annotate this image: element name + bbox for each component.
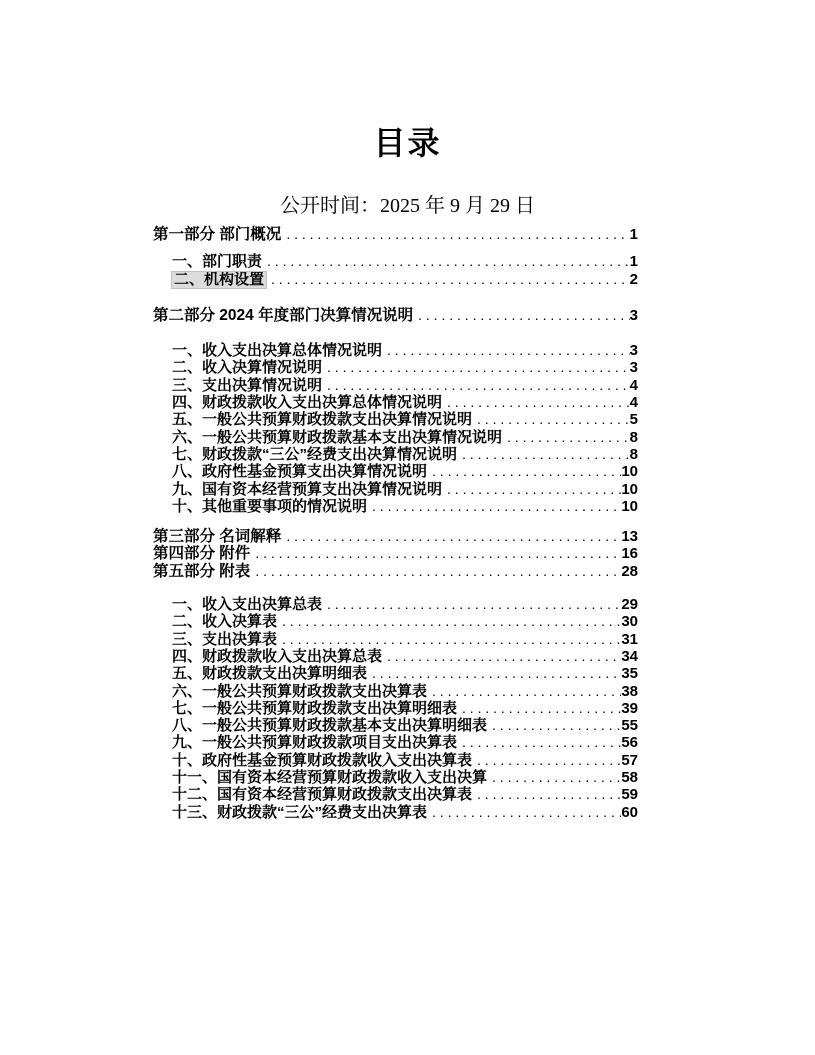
table-of-contents	[153, 226, 638, 821]
toc-item-row[interactable]	[153, 411, 638, 428]
toc-entry-label: 二、收入决算情况说明	[172, 359, 323, 377]
toc-entry-page-number: 58	[621, 769, 638, 787]
toc-entry-label: 九、国有资本经营预算支出决算情况说明	[172, 480, 443, 498]
toc-entry-label: 十三、财政拨款“三公”经费支出决算表	[172, 803, 428, 821]
toc-entry-page-number: 55	[621, 717, 638, 735]
toc-entry-page-number: 57	[621, 751, 638, 769]
page-title: 目录	[373, 125, 442, 161]
toc-part-row[interactable]	[153, 563, 638, 580]
toc-item-row[interactable]	[153, 769, 638, 786]
toc-part-row[interactable]	[153, 528, 638, 545]
toc-entry-label: 四、财政拨款收入支出决算总表	[172, 647, 383, 665]
toc-entry-page-number: 30	[621, 613, 638, 631]
toc-item-row[interactable]	[153, 359, 638, 376]
toc-entry-page-number: 16	[621, 545, 638, 563]
toc-entry-page-number: 10	[621, 497, 638, 515]
toc-entry-label: 十一、国有资本经营预算财政拨款收入支出决算	[172, 769, 488, 787]
toc-entry-label: 三、支出决算表	[172, 630, 278, 648]
toc-entry-page-number: 28	[621, 562, 638, 580]
toc-entry-label: 十二、国有资本经营预算财政拨款支出决算表	[172, 786, 473, 804]
dot-leader	[472, 786, 621, 802]
toc-part-row[interactable]	[153, 307, 638, 324]
toc-entry-label: 七、一般公共预算财政拨款支出决算明细表	[172, 699, 458, 717]
toc-item-row[interactable]	[153, 683, 638, 700]
toc-item-row[interactable]	[153, 648, 638, 665]
toc-part-row[interactable]	[153, 226, 638, 243]
toc-entry-label: 第二部分 2024 年度部门决算情况说明	[153, 306, 414, 324]
toc-entry-label: 十、政府性基金预算财政拨款收入支出决算表	[172, 751, 473, 769]
toc-entry-label: 第五部分 附表	[153, 562, 251, 580]
toc-group	[153, 253, 638, 288]
toc-entry-page-number: 2	[629, 270, 638, 288]
toc-item-row[interactable]	[153, 596, 638, 613]
toc-item-row[interactable]	[153, 717, 638, 734]
toc-entry-label: 六、一般公共预算财政拨款基本支出决算情况说明	[172, 428, 503, 446]
dot-leader	[322, 359, 630, 375]
toc-entry-page-number: 3	[629, 306, 638, 324]
dot-leader	[457, 446, 630, 462]
dot-leader	[277, 613, 621, 629]
toc-entry-label: 七、财政拨款“三公”经费支出决算情况说明	[172, 445, 458, 463]
toc-entry-page-number: 29	[621, 596, 638, 614]
dot-leader	[472, 752, 621, 768]
dot-leader	[250, 545, 621, 561]
toc-entry-label: 一、收入支出决算总表	[172, 596, 323, 614]
dot-leader	[322, 377, 630, 393]
dot-leader	[413, 307, 630, 323]
dot-leader	[427, 463, 621, 479]
toc-item-row[interactable]	[153, 613, 638, 630]
toc-entry-page-number: 39	[621, 699, 638, 717]
toc-item-row[interactable]	[153, 271, 638, 288]
toc-entry-label: 二、收入决算表	[172, 613, 278, 631]
publish-time-line: 公开时间：2025 年 9 月 29 日	[280, 195, 535, 217]
toc-group	[153, 307, 638, 324]
toc-entry-label: 第一部分 部门概况	[153, 226, 282, 243]
toc-item-row[interactable]	[153, 342, 638, 359]
toc-item-row[interactable]	[153, 463, 638, 480]
toc-entry-page-number: 60	[621, 803, 638, 821]
toc-entry-page-number: 3	[629, 359, 638, 377]
dot-leader	[266, 271, 630, 287]
toc-item-row[interactable]	[153, 700, 638, 717]
dot-leader	[487, 769, 621, 785]
dot-leader	[502, 429, 630, 445]
toc-entry-page-number: 38	[621, 682, 638, 700]
toc-entry-label-highlighted: 二、机构设置	[174, 270, 265, 288]
toc-entry-page-number: 1	[629, 226, 638, 243]
toc-item-row[interactable]	[153, 498, 638, 515]
toc-entry-label: 九、一般公共预算财政拨款项目支出决算表	[172, 734, 458, 752]
toc-item-row[interactable]	[153, 253, 638, 270]
toc-entry-label: 第三部分 名词解释	[153, 528, 282, 546]
dot-leader	[367, 665, 621, 681]
toc-item-row[interactable]	[153, 429, 638, 446]
toc-entry-page-number: 5	[629, 411, 638, 429]
toc-entry-page-number: 13	[621, 528, 638, 546]
toc-entry-page-number: 3	[629, 342, 638, 360]
toc-item-row[interactable]	[153, 734, 638, 751]
toc-group	[153, 226, 638, 243]
dot-leader	[457, 734, 621, 750]
toc-item-row[interactable]	[153, 752, 638, 769]
toc-group	[153, 342, 638, 515]
toc-entry-label: 一、部门职责	[172, 253, 263, 271]
toc-item-row[interactable]	[153, 786, 638, 803]
toc-entry-label: 第四部分 附件	[153, 545, 251, 563]
dot-leader	[427, 804, 621, 820]
toc-entry-page-number: 4	[629, 394, 638, 412]
toc-item-row[interactable]	[153, 481, 638, 498]
toc-entry-page-number: 10	[621, 480, 638, 498]
toc-entry-page-number: 8	[629, 428, 638, 446]
dot-leader	[250, 563, 621, 579]
toc-entry-label: 一、收入支出决算总体情况说明	[172, 342, 383, 360]
toc-group	[153, 596, 638, 821]
dot-leader	[427, 683, 621, 699]
toc-part-row[interactable]	[153, 545, 638, 562]
dot-leader	[281, 528, 621, 544]
document-page	[0, 122, 815, 1055]
dot-leader	[442, 481, 621, 497]
toc-entry-page-number: 35	[621, 665, 638, 683]
toc-entry-label: 六、一般公共预算财政拨款支出决算表	[172, 682, 428, 700]
toc-entry-page-number: 8	[629, 445, 638, 463]
toc-entry-label: 八、一般公共预算财政拨款基本支出决算明细表	[172, 717, 488, 735]
toc-entry-page-number: 4	[629, 376, 638, 394]
toc-entry-label: 十、其他重要事项的情况说明	[172, 497, 368, 515]
toc-entry-label: 五、一般公共预算财政拨款支出决算情况说明	[172, 411, 473, 429]
toc-item-row[interactable]	[153, 377, 638, 394]
toc-entry-page-number: 59	[621, 786, 638, 804]
toc-item-row[interactable]	[153, 665, 638, 682]
dot-leader	[457, 700, 621, 716]
dot-leader	[367, 498, 621, 514]
toc-item-row[interactable]	[153, 394, 638, 411]
dot-leader	[322, 596, 621, 612]
toc-item-row[interactable]	[153, 804, 638, 821]
dot-leader	[442, 394, 630, 410]
dot-leader	[382, 648, 621, 664]
dot-leader	[472, 411, 630, 427]
dot-leader	[277, 631, 621, 647]
toc-entry-label: 四、财政拨款收入支出决算总体情况说明	[172, 394, 443, 412]
toc-entry-label: 八、政府性基金预算支出决算情况说明	[172, 463, 428, 481]
dot-leader	[487, 717, 621, 733]
toc-entry-page-number: 34	[621, 647, 638, 665]
toc-entry-page-number: 56	[621, 734, 638, 752]
dot-leader	[262, 253, 630, 269]
toc-item-row[interactable]	[153, 631, 638, 648]
toc-group	[153, 528, 638, 580]
dot-leader	[382, 342, 630, 358]
toc-entry-page-number: 10	[621, 463, 638, 481]
toc-entry-label: 五、财政拨款支出决算明细表	[172, 665, 368, 683]
toc-entry-page-number: 31	[621, 630, 638, 648]
toc-entry-page-number: 1	[629, 253, 638, 271]
dot-leader	[281, 226, 629, 242]
toc-item-row[interactable]	[153, 446, 638, 463]
toc-entry-label: 三、支出决算情况说明	[172, 376, 323, 394]
